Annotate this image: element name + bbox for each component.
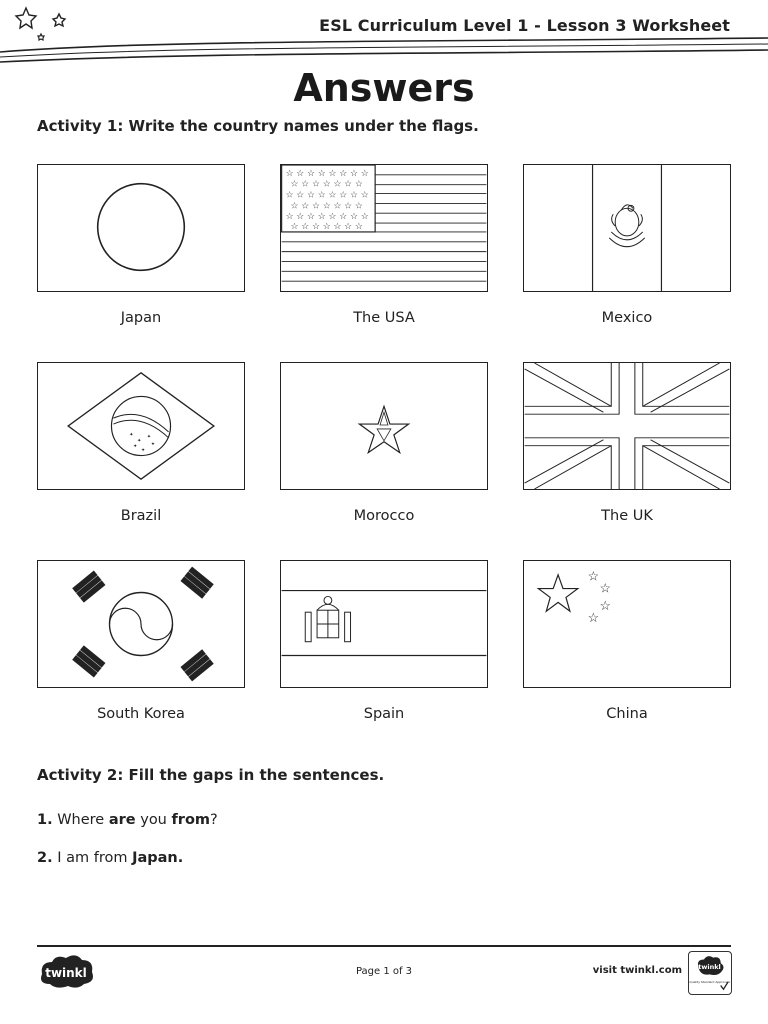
page-title: Answers: [293, 66, 475, 110]
brazil-flag-icon: [37, 362, 245, 490]
sentence-text: I am from: [57, 850, 128, 866]
south-korea-flag-icon: [37, 560, 245, 688]
country-label-brazil: Brazil: [120, 508, 162, 524]
answer-word: from: [171, 812, 211, 828]
country-label-morocco: Morocco: [353, 508, 415, 524]
usa-flag-icon: [280, 164, 488, 292]
svg-text:☆ ☆ ☆ ☆ ☆ ☆ ☆ ☆: ☆ ☆ ☆ ☆ ☆ ☆ ☆ ☆: [285, 212, 369, 223]
answer-word: are: [108, 812, 136, 828]
badge-caption: Quality Standard Approved: [689, 979, 730, 984]
worksheet-header-title: ESL Curriculum Level 1 - Lesson 3 Worksheet: [319, 16, 730, 35]
country-label-usa: The USA: [353, 310, 415, 326]
badge-logo-text: twinkl: [698, 962, 721, 971]
svg-text:✦: ✦: [133, 444, 138, 450]
svg-text:✦: ✦: [137, 438, 142, 444]
sentence-number: 2.: [37, 850, 53, 866]
svg-text:✦: ✦: [146, 434, 152, 440]
sentence-text: Where: [57, 812, 105, 828]
answer-word: Japan.: [132, 850, 184, 866]
svg-text:☆ ☆ ☆ ☆ ☆ ☆ ☆ ☆: ☆ ☆ ☆ ☆ ☆ ☆ ☆ ☆: [285, 190, 369, 201]
svg-text:☆ ☆ ☆ ☆ ☆ ☆ ☆: ☆ ☆ ☆ ☆ ☆ ☆ ☆: [290, 201, 363, 212]
sentence-text: you: [140, 812, 167, 828]
activity1-heading: Activity 1: Write the country names under the flags.: [37, 117, 479, 135]
activity2-heading: Activity 2: Fill the gaps in the sentences.: [37, 766, 385, 784]
svg-text:☆ ☆ ☆ ☆ ☆ ☆ ☆ ☆: ☆ ☆ ☆ ☆ ☆ ☆ ☆ ☆: [285, 168, 369, 179]
footer-divider: [37, 945, 731, 947]
sentence-number: 1.: [37, 812, 53, 828]
japan-flag-icon: [37, 164, 245, 292]
page-number: Page 1 of 3: [355, 966, 413, 977]
svg-text:☆: ☆: [599, 599, 611, 615]
visit-twinkl-link[interactable]: visit twinkl.com: [592, 965, 682, 976]
mexico-flag-icon: [523, 164, 731, 292]
quality-standard-badge: [688, 951, 732, 995]
twinkl-logo-text: twinkl: [45, 966, 87, 980]
svg-text:✦: ✦: [141, 448, 146, 454]
sentence-1: [37, 812, 218, 828]
country-label-japan: Japan: [120, 310, 162, 326]
header-swoosh-decoration: [0, 30, 768, 70]
svg-text:☆: ☆: [599, 581, 611, 597]
china-flag-icon: [523, 560, 731, 688]
spain-flag-icon: [280, 560, 488, 688]
country-label-south-korea: South Korea: [97, 706, 185, 722]
svg-text:✦: ✦: [150, 442, 155, 448]
country-label-mexico: Mexico: [601, 310, 653, 326]
svg-text:☆: ☆: [587, 611, 600, 627]
morocco-flag-icon: [280, 362, 488, 490]
country-label-uk: The UK: [601, 508, 653, 524]
country-label-china: China: [606, 706, 648, 722]
svg-text:☆: ☆: [587, 569, 600, 585]
country-label-spain: Spain: [363, 706, 405, 722]
svg-text:☆ ☆ ☆ ☆ ☆ ☆ ☆: ☆ ☆ ☆ ☆ ☆ ☆ ☆: [290, 221, 363, 232]
uk-flag-icon: [523, 362, 731, 490]
sentence-text: ?: [210, 812, 218, 828]
svg-text:✦: ✦: [129, 432, 134, 438]
sentence-2: [37, 850, 183, 866]
svg-text:☆ ☆ ☆ ☆ ☆ ☆ ☆: ☆ ☆ ☆ ☆ ☆ ☆ ☆: [290, 179, 363, 190]
